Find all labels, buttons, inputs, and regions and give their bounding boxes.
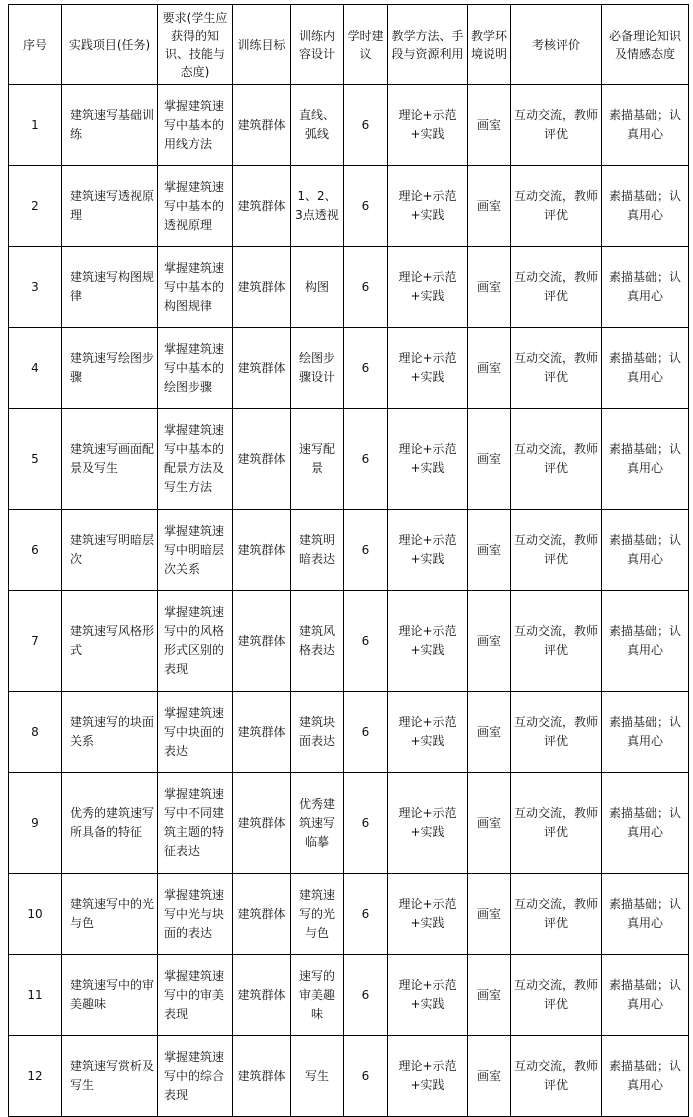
cell-no: 2 [9, 166, 62, 247]
cell-requirement: 掌握建筑速写中明暗层次关系 [158, 510, 233, 591]
cell-goal: 建筑群体 [233, 692, 291, 773]
cell-no: 11 [9, 955, 62, 1036]
cell-env: 画室 [468, 1036, 511, 1117]
cell-project: 建筑速写构图规律 [62, 247, 158, 328]
cell-assess: 互动交流，教师评优 [511, 510, 602, 591]
cell-no: 9 [9, 773, 62, 874]
cell-method: 理论+示范+实践 [388, 247, 468, 328]
cell-hours: 6 [344, 773, 388, 874]
cell-hours: 6 [344, 955, 388, 1036]
cell-method: 理论+示范+实践 [388, 85, 468, 166]
cell-goal: 建筑群体 [233, 409, 291, 510]
table-row [9, 510, 689, 591]
cell-requirement: 掌握建筑速写中的综合表现 [158, 1036, 233, 1117]
cell-requirement: 掌握建筑速写中不同建筑主题的特征表达 [158, 773, 233, 874]
header-requirement: 要求(学生应获得的知识、技能与态度) [158, 5, 233, 85]
cell-env: 画室 [468, 874, 511, 955]
cell-hours: 6 [344, 328, 388, 409]
cell-content: 1、2、3点透视 [291, 166, 344, 247]
cell-theory: 素描基础；认真用心 [602, 591, 689, 692]
cell-env: 画室 [468, 85, 511, 166]
cell-project: 建筑速写明暗层次 [62, 510, 158, 591]
cell-env: 画室 [468, 591, 511, 692]
cell-content: 写生 [291, 1036, 344, 1117]
cell-no: 7 [9, 591, 62, 692]
header-env: 教学环境说明 [468, 5, 511, 85]
cell-project: 建筑速写绘图步骤 [62, 328, 158, 409]
cell-theory: 素描基础；认真用心 [602, 328, 689, 409]
cell-env: 画室 [468, 692, 511, 773]
cell-hours: 6 [344, 247, 388, 328]
table-body [9, 85, 689, 1117]
cell-theory: 素描基础；认真用心 [602, 85, 689, 166]
cell-method: 理论+示范+实践 [388, 166, 468, 247]
cell-env: 画室 [468, 773, 511, 874]
cell-no: 10 [9, 874, 62, 955]
cell-theory: 素描基础；认真用心 [602, 874, 689, 955]
header-content: 训练内容设计 [291, 5, 344, 85]
cell-project: 建筑速写风格形式 [62, 591, 158, 692]
table-row [9, 409, 689, 510]
cell-content: 构图 [291, 247, 344, 328]
cell-env: 画室 [468, 166, 511, 247]
cell-no: 4 [9, 328, 62, 409]
cell-hours: 6 [344, 409, 388, 510]
cell-content: 速写配景 [291, 409, 344, 510]
table-row [9, 247, 689, 328]
cell-goal: 建筑群体 [233, 247, 291, 328]
cell-requirement: 掌握建筑速写中的审美表现 [158, 955, 233, 1036]
cell-hours: 6 [344, 85, 388, 166]
cell-project: 建筑速写画面配景及写生 [62, 409, 158, 510]
cell-goal: 建筑群体 [233, 591, 291, 692]
cell-requirement: 掌握建筑速写中光与块面的表达 [158, 874, 233, 955]
table-row [9, 773, 689, 874]
table-row [9, 591, 689, 692]
cell-hours: 6 [344, 591, 388, 692]
cell-assess: 互动交流，教师评优 [511, 874, 602, 955]
header-theory: 必备理论知识及情感态度 [602, 5, 689, 85]
header-row [9, 5, 689, 85]
cell-requirement: 掌握建筑速写中的风格形式区别的表现 [158, 591, 233, 692]
cell-goal: 建筑群体 [233, 166, 291, 247]
table-row [9, 692, 689, 773]
cell-project: 建筑速写的块面关系 [62, 692, 158, 773]
cell-no: 12 [9, 1036, 62, 1117]
header-no: 序号 [9, 5, 62, 85]
cell-project: 建筑速写基础训练 [62, 85, 158, 166]
cell-requirement: 掌握建筑速写中基本的用线方法 [158, 85, 233, 166]
cell-goal: 建筑群体 [233, 328, 291, 409]
cell-env: 画室 [468, 247, 511, 328]
cell-content: 速写的审美趣味 [291, 955, 344, 1036]
cell-method: 理论+示范+实践 [388, 409, 468, 510]
cell-hours: 6 [344, 692, 388, 773]
cell-method: 理论+示范+实践 [388, 591, 468, 692]
table-row [9, 166, 689, 247]
header-goal: 训练目标 [233, 5, 291, 85]
header-hours: 学时建议 [344, 5, 388, 85]
table-row [9, 328, 689, 409]
cell-no: 1 [9, 85, 62, 166]
cell-method: 理论+示范+实践 [388, 773, 468, 874]
cell-goal: 建筑群体 [233, 874, 291, 955]
cell-assess: 互动交流，教师评优 [511, 166, 602, 247]
cell-no: 3 [9, 247, 62, 328]
cell-no: 8 [9, 692, 62, 773]
cell-assess: 互动交流，教师评优 [511, 591, 602, 692]
cell-project: 优秀的建筑速写所具备的特征 [62, 773, 158, 874]
cell-theory: 素描基础；认真用心 [602, 773, 689, 874]
table-row [9, 85, 689, 166]
table-row [9, 955, 689, 1036]
cell-project: 建筑速写透视原理 [62, 166, 158, 247]
cell-requirement: 掌握建筑速写中基本的构图规律 [158, 247, 233, 328]
cell-requirement: 掌握建筑速写中基本的透视原理 [158, 166, 233, 247]
cell-assess: 互动交流，教师评优 [511, 1036, 602, 1117]
cell-env: 画室 [468, 510, 511, 591]
cell-hours: 6 [344, 166, 388, 247]
cell-method: 理论+示范+实践 [388, 1036, 468, 1117]
cell-assess: 互动交流，教师评优 [511, 409, 602, 510]
cell-content: 绘图步骤设计 [291, 328, 344, 409]
cell-method: 理论+示范+实践 [388, 874, 468, 955]
cell-method: 理论+示范+实践 [388, 692, 468, 773]
cell-theory: 素描基础；认真用心 [602, 955, 689, 1036]
practice-project-table [8, 4, 689, 1117]
cell-goal: 建筑群体 [233, 955, 291, 1036]
cell-goal: 建筑群体 [233, 510, 291, 591]
cell-content: 建筑风格表达 [291, 591, 344, 692]
cell-theory: 素描基础；认真用心 [602, 247, 689, 328]
cell-assess: 互动交流，教师评优 [511, 85, 602, 166]
cell-project: 建筑速写中的光与色 [62, 874, 158, 955]
cell-content: 直线、弧线 [291, 85, 344, 166]
cell-hours: 6 [344, 510, 388, 591]
cell-theory: 素描基础；认真用心 [602, 510, 689, 591]
cell-theory: 素描基础；认真用心 [602, 1036, 689, 1117]
cell-content: 建筑明暗表达 [291, 510, 344, 591]
cell-content: 建筑速写的光与色 [291, 874, 344, 955]
cell-content: 建筑块面表达 [291, 692, 344, 773]
cell-assess: 互动交流，教师评优 [511, 692, 602, 773]
cell-requirement: 掌握建筑速写中基本的绘图步骤 [158, 328, 233, 409]
cell-method: 理论+示范+实践 [388, 955, 468, 1036]
table-row [9, 1036, 689, 1117]
header-assess: 考核评价 [511, 5, 602, 85]
cell-content: 优秀建筑速写临摹 [291, 773, 344, 874]
cell-theory: 素描基础；认真用心 [602, 692, 689, 773]
header-project: 实践项目(任务) [62, 5, 158, 85]
cell-assess: 互动交流，教师评优 [511, 773, 602, 874]
cell-assess: 互动交流，教师评优 [511, 955, 602, 1036]
cell-requirement: 掌握建筑速写中块面的表达 [158, 692, 233, 773]
cell-env: 画室 [468, 328, 511, 409]
cell-assess: 互动交流，教师评优 [511, 247, 602, 328]
cell-method: 理论+示范+实践 [388, 510, 468, 591]
cell-method: 理论+示范+实践 [388, 328, 468, 409]
cell-goal: 建筑群体 [233, 773, 291, 874]
cell-goal: 建筑群体 [233, 85, 291, 166]
header-method: 教学方法、手段与资源利用 [388, 5, 468, 85]
cell-env: 画室 [468, 955, 511, 1036]
cell-goal: 建筑群体 [233, 1036, 291, 1117]
cell-requirement: 掌握建筑速写中基本的配景方法及写生方法 [158, 409, 233, 510]
cell-theory: 素描基础；认真用心 [602, 409, 689, 510]
cell-theory: 素描基础；认真用心 [602, 166, 689, 247]
cell-assess: 互动交流，教师评优 [511, 328, 602, 409]
cell-no: 6 [9, 510, 62, 591]
cell-env: 画室 [468, 409, 511, 510]
table-row [9, 874, 689, 955]
cell-project: 建筑速写赏析及写生 [62, 1036, 158, 1117]
cell-hours: 6 [344, 874, 388, 955]
cell-project: 建筑速写中的审美趣味 [62, 955, 158, 1036]
cell-no: 5 [9, 409, 62, 510]
cell-hours: 6 [344, 1036, 388, 1117]
